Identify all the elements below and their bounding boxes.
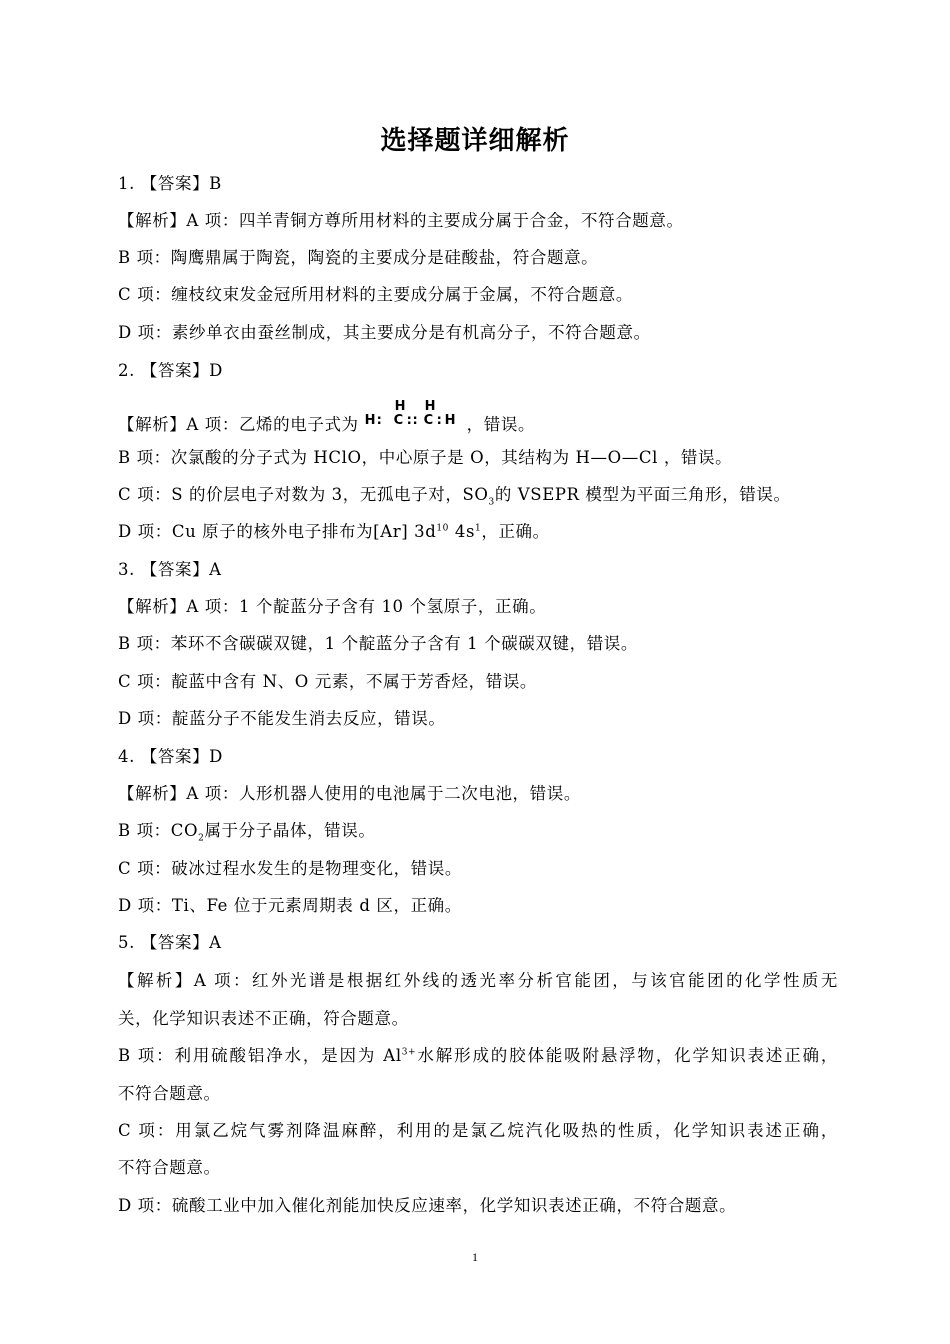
q1-analysis-c: C 项：缠枝纹束发金冠所用材料的主要成分属于金属，不符合题意。 [118,285,633,304]
q2-d-superscript-2: 1 [475,523,482,534]
q1-analysis-a: 【解析】A 项：四羊青铜方尊所用材料的主要成分属于合金，不符合题意。 [118,211,684,230]
struct-h-left: H [364,413,377,428]
q4-analysis-d: D 项：Ti、Fe 位于元素周期表 d 区，正确。 [118,896,462,915]
struct-double-colon: :: [406,413,419,428]
q5-b-superscript: 3+ [401,1047,417,1058]
q5-analysis-c-line2: 不符合题意。 [118,1158,221,1177]
q2-analysis-a [118,399,838,436]
q2-d-prefix: D 项：Cu 原子的核外电子排布为[Ar] 3d [118,522,437,541]
q1-analysis-d: D 项：素纱单衣由蚕丝制成，其主要成分是有机高分子，不符合题意。 [118,323,651,342]
struct-colon-1: : [376,413,383,428]
q3-answer: 3. 【答案】A [118,560,222,579]
q4-b-suffix: 属于分子晶体，错误。 [204,821,376,840]
q4-answer: 4. 【答案】D [118,747,224,766]
page-number: 1 [472,1250,478,1264]
q3-analysis-a: 【解析】A 项：1 个靛蓝分子含有 10 个氢原子，正确。 [118,597,547,616]
q2-d-middle: 4s [449,522,476,541]
q2-a-suffix: ，错误。 [466,415,536,434]
q5-analysis-a-line2: 关，化学知识表述不正确，符合题意。 [118,1009,409,1028]
q2-d-suffix: ，正确。 [481,522,550,541]
q5-analysis-d: D 项：硫酸工业中加入催化剂能加快反应速率，化学知识表述正确，不符合题意。 [118,1196,737,1215]
q2-d-superscript-1: 10 [436,523,450,534]
q5-analysis-a-line1: 【解析】A 项：红外光谱是根据红外线的透光率分析官能团，与该官能团的化学性质无 [118,971,838,990]
struct-c2: C [423,413,434,428]
q2-analysis-d [118,521,838,543]
q3-analysis-b: B 项：苯环不含碳碳双键，1 个靛蓝分子含有 1 个碳碳双键，错误。 [118,634,638,653]
q2-c-subscript: 3 [488,497,495,508]
q1-answer: 1. 【答案】B [118,174,222,193]
q4-analysis-a: 【解析】A 项：人形机器人使用的电池属于二次电池，错误。 [118,784,581,803]
q2-a-prefix: 【解析】A 项：乙烯的电子式为 [118,415,359,434]
q1-analysis-b: B 项：陶鹰鼎属于陶瓷，陶瓷的主要成分是硅酸盐，符合题意。 [118,248,599,267]
q2-c-suffix: 的 VSEPR 模型为平面三角形，错误。 [494,485,791,504]
q4-analysis-b [118,820,838,842]
q5-analysis-c-line1: C 项：用氯乙烷气雾剂降温麻醉，利用的是氯乙烷汽化吸热的性质，化学知识表述正确， [118,1121,838,1140]
q5-answer: 5. 【答案】A [118,933,222,952]
struct-top-h1: H [394,399,407,414]
page-title: 选择题详细解析 [380,126,570,156]
struct-h-right: H [444,413,457,428]
struct-colon-2: : [436,413,443,428]
q2-c-prefix: C 项：S 的价层电子对数为 3，无孤电子对，SO [118,485,489,504]
q4-analysis-c: C 项：破冰过程水发生的是物理变化，错误。 [118,859,462,878]
q5-analysis-b-line2: 不符合题意。 [118,1084,221,1103]
q2-analysis-b: B 项：次氯酸的分子式为 HClO，中心原子是 O，其结构为 H—O—Cl ，错误。 [118,448,733,467]
q5-b-suffix: 水解形成的胶体能吸附悬浮物，化学知识表述正确， [416,1046,839,1065]
q2-answer: 2. 【答案】D [118,361,224,380]
struct-c1: C [393,413,404,428]
q3-analysis-c: C 项：靛蓝中含有 N、O 元素，不属于芳香烃，错误。 [118,672,538,691]
q3-analysis-d: D 项：靛蓝分子不能发生消去反应，错误。 [118,709,446,728]
q2-analysis-c [118,484,838,506]
q4-b-subscript: 2 [198,833,205,844]
ethylene-electron-formula [364,399,465,436]
q4-b-prefix: B 项：CO [118,821,199,840]
struct-top-h2: H [424,399,437,414]
q5-b-prefix: B 项：利用硫酸铝净水，是因为 Al [118,1046,402,1065]
q5-analysis-b-line1 [118,1045,838,1067]
